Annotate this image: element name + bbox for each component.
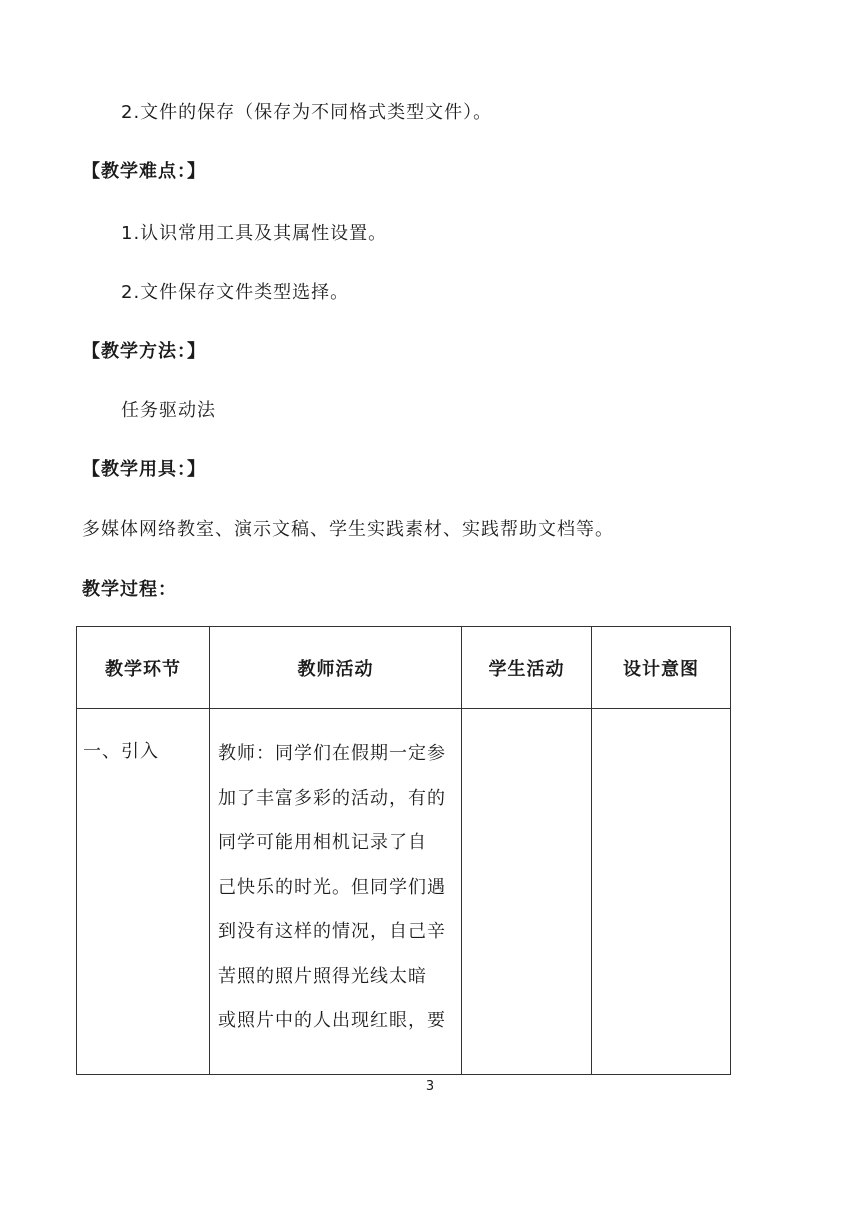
tools-text: 多媒体网络教室、演示文稿、学生实践素材、实践帮助文档等。 <box>82 519 614 540</box>
difficulty-item-2: 2.文件保存文件类型选择。 <box>121 282 350 303</box>
teacher-line: 或照片中的人出现红眼，要 <box>218 1010 446 1031</box>
section-heading-method: 【教学方法：】 <box>82 341 206 362</box>
page-number: 3 <box>425 1079 435 1094</box>
cell-design-intent <box>592 709 731 1075</box>
lesson-table <box>76 626 731 1075</box>
content-line: 2.文件的保存（保存为不同格式类型文件）。 <box>121 102 493 123</box>
header-stage: 教学环节 <box>77 627 210 709</box>
cell-stage: 一、引入 <box>77 709 210 1075</box>
cell-student-activity <box>462 709 592 1075</box>
teacher-line: 苦照的照片照得光线太暗 <box>218 965 427 987</box>
header-student-activity: 学生活动 <box>462 627 592 709</box>
section-heading-process: 教学过程： <box>82 579 177 600</box>
header-teacher-activity: 教师活动 <box>210 627 462 709</box>
section-heading-tools: 【教学用具：】 <box>82 459 206 480</box>
method-text: 任务驱动法 <box>121 400 216 421</box>
difficulty-item-1: 1.认识常用工具及其属性设置。 <box>121 223 388 244</box>
table-header-row <box>77 627 731 709</box>
teacher-line: 加了丰富多彩的活动，有的 <box>218 787 446 809</box>
cell-teacher-activity <box>210 709 462 1075</box>
teacher-line: 同学可能用相机记录了自 <box>218 832 427 853</box>
teacher-line: 教师：同学们在假期一定参 <box>218 743 446 764</box>
header-design-intent: 设计意图 <box>592 627 731 709</box>
section-heading-difficulty: 【教学难点：】 <box>82 161 206 182</box>
teacher-line: 己快乐的时光。但同学们遇 <box>218 876 446 898</box>
teacher-line: 到没有这样的情况，自己辛 <box>218 921 446 942</box>
table-row <box>77 709 731 1075</box>
